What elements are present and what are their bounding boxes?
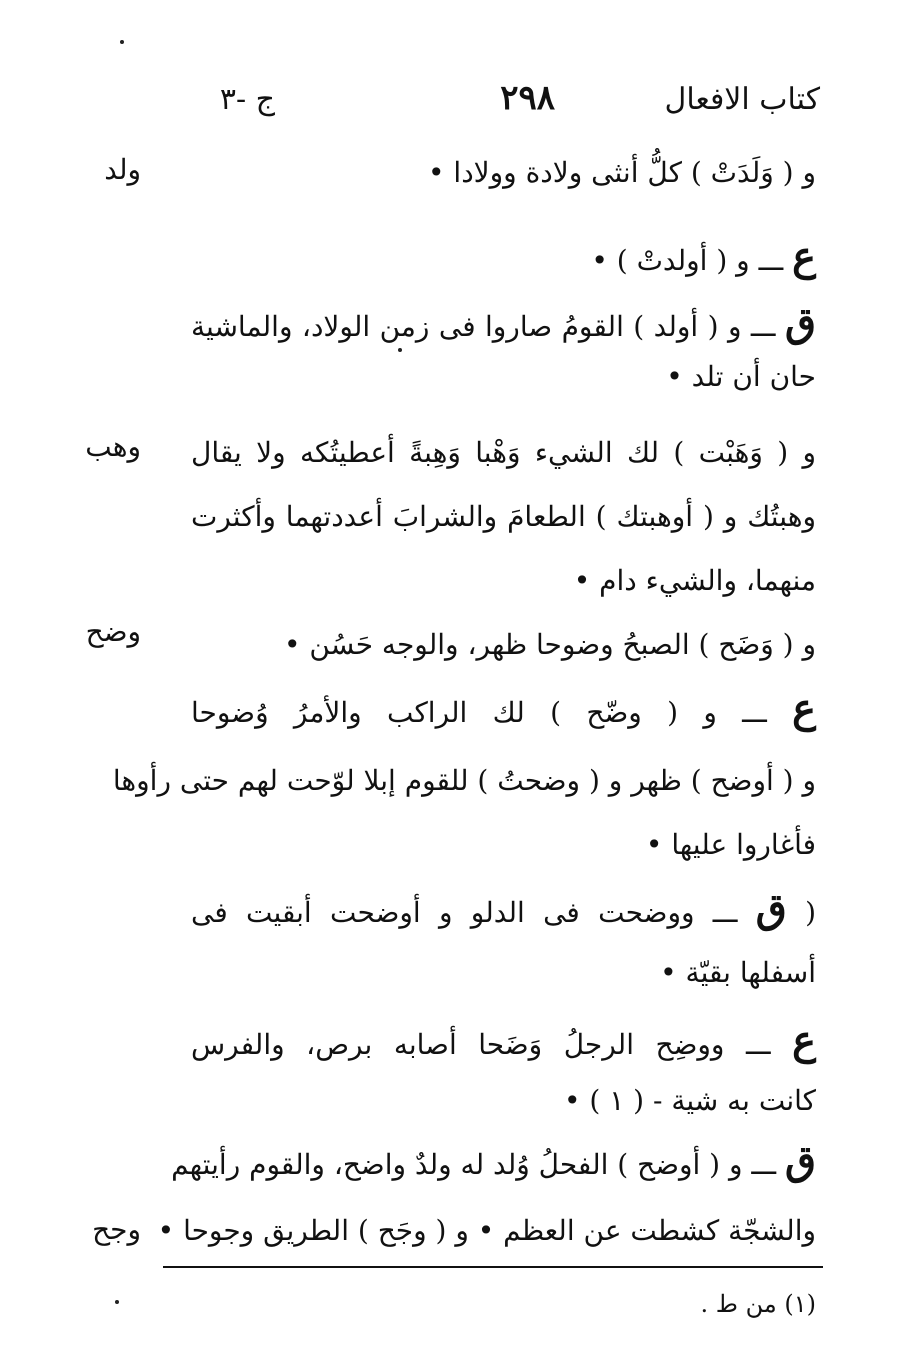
text-line: و ( وَضَح ) الصبحُ وضوحا ظهر، والوجه حَسُن • <box>284 628 816 661</box>
print-speck <box>398 348 402 352</box>
volume-label: ج -٣ <box>219 82 275 117</box>
text-line <box>191 684 816 734</box>
source-letter: ع <box>792 233 816 280</box>
text-line: وهبتُك و ( أوهبتك ) الطعامَ والشرابَ أعددتهما وأكثرت <box>191 500 816 533</box>
text-line: و ( وَلَدَتْ ) كلُّ أنثى ولادة وولادا • <box>428 156 816 189</box>
text-line: حان أن تلد • <box>666 360 816 393</box>
footnote-divider <box>163 1266 823 1268</box>
source-letter: ق <box>755 885 787 932</box>
margin-root-walad: ولد <box>104 153 141 186</box>
text-line <box>191 232 816 282</box>
source-letter: ق <box>784 1137 816 1184</box>
source-letter: ع <box>792 685 816 732</box>
book-title: كتاب الافعال <box>664 82 820 117</box>
text-line <box>171 1136 816 1186</box>
print-speck <box>120 40 124 44</box>
line-text: ـــ و ( أولدتْ ) • <box>591 244 784 277</box>
text-line <box>191 298 816 348</box>
line-text: ـــ و ( وضّح ) لك الراكب والأمرُ وُضوحا <box>191 696 767 729</box>
source-letter: ق <box>784 299 816 346</box>
line-text-b: والشجّة كشطت عن العظم • <box>477 1214 816 1247</box>
footnote: (١) من ط . <box>700 1290 816 1318</box>
text-line <box>157 1206 816 1256</box>
source-letter: ع <box>792 1017 816 1064</box>
text-line: فأغاروا عليها • <box>645 828 816 861</box>
line-text: ـــ ووضحت فى الدلو و أوضحت أبقيت فى <box>191 896 738 929</box>
text-line: منهما، والشيء دام • <box>573 564 816 597</box>
text-line <box>191 1016 816 1066</box>
margin-root-wadah: وضح <box>85 615 141 648</box>
page-header <box>190 78 820 132</box>
line-text: ـــ ووضِح الرجلُ وَضَحا أصابه برص، والفرس <box>191 1028 771 1061</box>
text-line: كانت به شية - ( ١ ) • <box>563 1084 816 1117</box>
line-text: ـــ و ( أولد ) القومُ صاروا فى زمن الولاد، والماشية <box>191 310 776 343</box>
text-line: و ( وَهَبْت ) لك الشيء وَهْبا وَهِبةً أعطيتُكه ولا يقال <box>191 436 816 469</box>
line-text-a: و ( وجَح ) الطريق وجوحا • <box>157 1214 469 1247</box>
text-line: و ( أوضح ) ظهر و ( وضحتُ ) للقوم إبلا لوّحت لهم حتى رأوها <box>112 764 816 797</box>
print-speck <box>115 1300 119 1304</box>
text-line <box>191 884 816 934</box>
text-line: أسفلها بقيّة • <box>660 956 816 989</box>
margin-root-wahab: وهب <box>85 430 141 463</box>
line-text: ـــ و ( أوضح ) الفحلُ وُلد له ولدٌ واضح، والقوم رأيتهم <box>171 1148 777 1181</box>
page-number: ٢٩٨ <box>500 78 555 118</box>
open-paren: ( <box>805 896 817 929</box>
margin-root-wajah: وجح <box>92 1213 141 1246</box>
